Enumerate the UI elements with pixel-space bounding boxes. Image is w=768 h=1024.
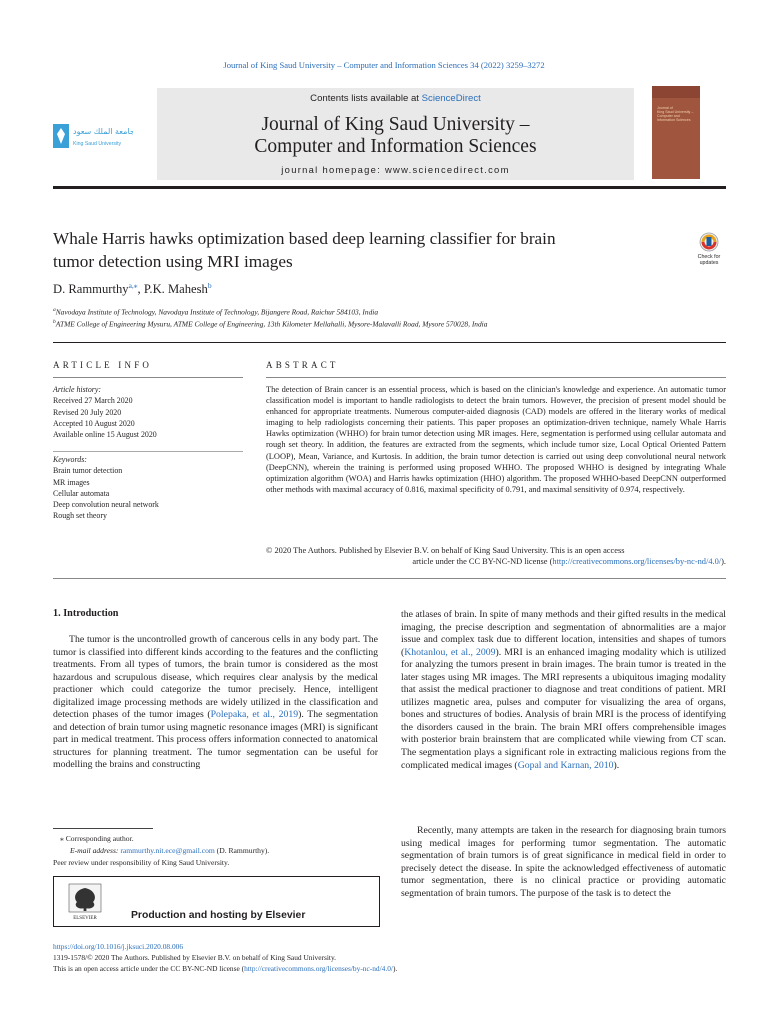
divider [53,342,726,343]
keyword-item: MR images [53,477,90,487]
contents-line: Contents lists available at ScienceDirect [310,93,481,104]
article-history: Article history: Received 27 March 2020 Revised 20 July 2020 Accepted 10 August 2020 Available online 15 August 2020 [53,384,243,440]
check-updates-label-1: Check for [697,254,721,260]
history-item: Revised 20 July 2020 [53,407,122,417]
university-logo [53,122,133,152]
issn-line: 1319-1578/© 2020 The Authors. Published by Elsevier B.V. on behalf of King Saud University. [53,953,337,962]
corresponding-author-note: ⁎ Corresponding author. [60,834,134,843]
citation-link[interactable]: Polepaka, et al., 2019 [210,709,299,721]
author-name[interactable]: D. Rammurthy [53,282,129,297]
journal-cover-image: Journal of King Saud University – Computer and Information Sciences [652,86,700,179]
email-note: E-mail address: rammurthy.nit.ece@gmail.com (D. Rammurthy). [70,846,270,855]
abstract-heading: ABSTRACT [266,360,339,370]
article-info-heading: ARTICLE INFO [53,360,153,370]
history-item: Received 27 March 2020 [53,396,133,406]
divider [266,377,726,378]
history-item: Accepted 10 August 2020 [53,418,135,428]
author-list: D. Rammurthy$^{a,⁎}$, P.K. Mahesh$^b$ [53,281,212,297]
paper-title: Whale Harris hawks optimization based deep learning classifier for brain tumor detection using MRI images [53,229,556,271]
affiliation-b: $^b$ATME College of Engineering Mysuru, ATME College of Engineering, 13th Kilometer Mellahalli, Mysore-Malavalli Road, Mysore 570028, India [53,319,488,329]
elsevier-wordmark: ELSEVIER [73,916,97,921]
citation-link[interactable]: Khotanlou, et al., 2009 [404,646,496,658]
citation-link[interactable]: Gopal and Karnan, 2010 [517,759,614,771]
license-link[interactable]: http://creativecommons.org/licenses/by-nc-nd/4.0/ [552,557,722,567]
doi-link[interactable]: https://doi.org/10.1016/j.jksuci.2020.08.006 [53,942,184,951]
keyword-item: Brain tumor detection [53,466,123,476]
divider [53,451,243,452]
keyword-item: Rough set theory [53,511,107,521]
keyword-item: Deep convolution neural network [53,500,159,510]
open-access-line: This is an open access article under the CC BY-NC-ND license (http://creativecommons.org/licenses/by-nc-nd/4.0/). [53,964,398,973]
production-label: Production and hosting by Elsevier [131,910,306,921]
intro-paragraph: the atlases of brain. In spite of many methods and their gifted results in the medical imaging, the precise description and segmentation of abnormalities are a major issue and complex task due to different location, intensities and shapes of tumors (Khotanlou, et al., 2009). MRI is an enhanced imaging modality which is utilized for analyzing the tumors present in brain images. The brain tumor is treated in the later stages using MR images. The MRI represents a ubiquitous imaging modality that assist the medical practioner to diagnose and treat conditions of patient. MRI utilizes magnetic area, pulses and computer for visualizing the area of organs, bones and structures of bodies. Analysis of brain MRI is the process of identifying the disorders caused in the brain. The brain MRI offers comprehensible images with posterior brain brainstem that are complicated while viewing from CT scan. The segmentation plays a significant role in extracting malicious regions from the complicated medical images (Gopal and Karnan, 2010). [401,609,727,771]
journal-citation[interactable]: Journal of King Saud University – Computer and Information Sciences 34 (2022) 3259–3272 [223,60,545,70]
journal-homepage[interactable]: journal homepage: www.sciencedirect.com [281,164,510,175]
abstract-text: The detection of Brain cancer is an essential process, which is based on the clinician's knowledge and experience. An automatic tumor classification model is important to handle radiologists to detect the brain tumors. However, the precision of present model should be enhanced for appropriate treatments. Numerous computer-aided diagnosis (CAD) models are offered in the literary works of medical imaging to help radiologists concerning their patients. This paper proposes an optimization-driven technique, namely Whale Harris Hawks optimization (WHHO) for brain tumor detection using MR images. Here, segmentation is performed using cellular automata and rough set theory. In addition, the features are extracted from the segments, which include tumor size, Local Optical Oriented Pattern (LOOP), Mean, Variance, and Kurtosis. In addition, the brain tumor detection is carried out using deep convolutional neural network (DeepCNN), wherein the training is performed using proposed WHHO. The proposed WHHO is designed by integrating Whale optimization algorithm (WOA) and Harris hawks optimization (HHO) algorithm. The proposed WHHO-based DeepCNN outperformed other methods with maximal accuracy of 0.816, maximal specificity of 0.791, and maximal sensitivity of 0.974, respectively. [266,385,726,494]
email-link[interactable]: rammurthy.nit.ece@gmail.com [120,846,215,855]
author-name[interactable]: P.K. Mahesh [143,282,208,297]
check-updates-icon [690,230,728,268]
peer-review-note: Peer review under responsibility of King Saud University. [53,858,230,867]
header-divider [53,186,726,189]
history-item: Available online 15 August 2020 [53,430,157,440]
sciencedirect-link[interactable]: ScienceDirect [421,93,481,104]
journal-header [157,88,634,180]
intro-paragraph: Recently, many attempts are taken in the research for diagnosing brain tumors using medical images for performing tumor segmentation. The automatic segmentation of brain tumors is of great significance in medical field in order to precisely detect the disease. In spite the acknowledged effectiveness of automatic tumor segmentation, there is no clinical practice or providing automatic segmentation of brain tumors. The purpose of the task is to detect the [401,825,726,899]
keyword-item: Cellular automata [53,488,110,498]
logo-arabic-text: جامعة الملك سعود [73,127,133,136]
check-updates-label-2: updates [699,260,719,266]
logo-english-text: King Saud University [73,141,122,147]
footnote-divider [53,828,153,829]
check-for-updates-button[interactable] [690,230,728,268]
divider [53,377,243,378]
copyright-notice: © 2020 The Authors. Published by Elsevier B.V. on behalf of King Saud University. This is an open access article under the CC BY-NC-ND license (http://creativecommons.org/licenses/by-nc-nd/4.0/). [266,546,726,567]
elsevier-tree-icon [65,882,105,922]
affiliation-a: $^a$Navodaya Institute of Technology, Navodaya Institute of Technology, Bijangere Road, Raichur 584103, India [53,307,379,317]
keywords-list: Keywords: Brain tumor detection MR images Cellular automata Deep convolution neural network Rough set theory [53,454,243,522]
journal-title: Journal of King Saud University – Computer and Information Sciences [254,114,537,157]
section-heading: 1. Introduction [53,608,119,619]
divider [53,578,726,579]
elsevier-production-box [53,876,380,927]
intro-paragraph: The tumor is the uncontrolled growth of cancerous cells in any body part. The tumor is classified into different kinds according to the features and the conflicting treatments. From all types of tumors, the brain tumor is considered as the most hazardous and scrupulous disease, which requires clear analysis by the medical practioner which could categorize the tumor precisely. Hence, intelligent digitalized image processing methods are widely utilized in the classification and detection phases of the tumor images (Polepaka, et al., 2019). The segmentation and detection of brain tumor using magnetic resonance images (MRI) is significant part in medical treatment. This process offers information connected to anatomical structures for planning treatment. The tumor segmentation can be useful for modelling the brains and constructing [53,634,378,771]
license-link[interactable]: http://creativecommons.org/licenses/by-nc-nd/4.0/ [244,964,393,973]
